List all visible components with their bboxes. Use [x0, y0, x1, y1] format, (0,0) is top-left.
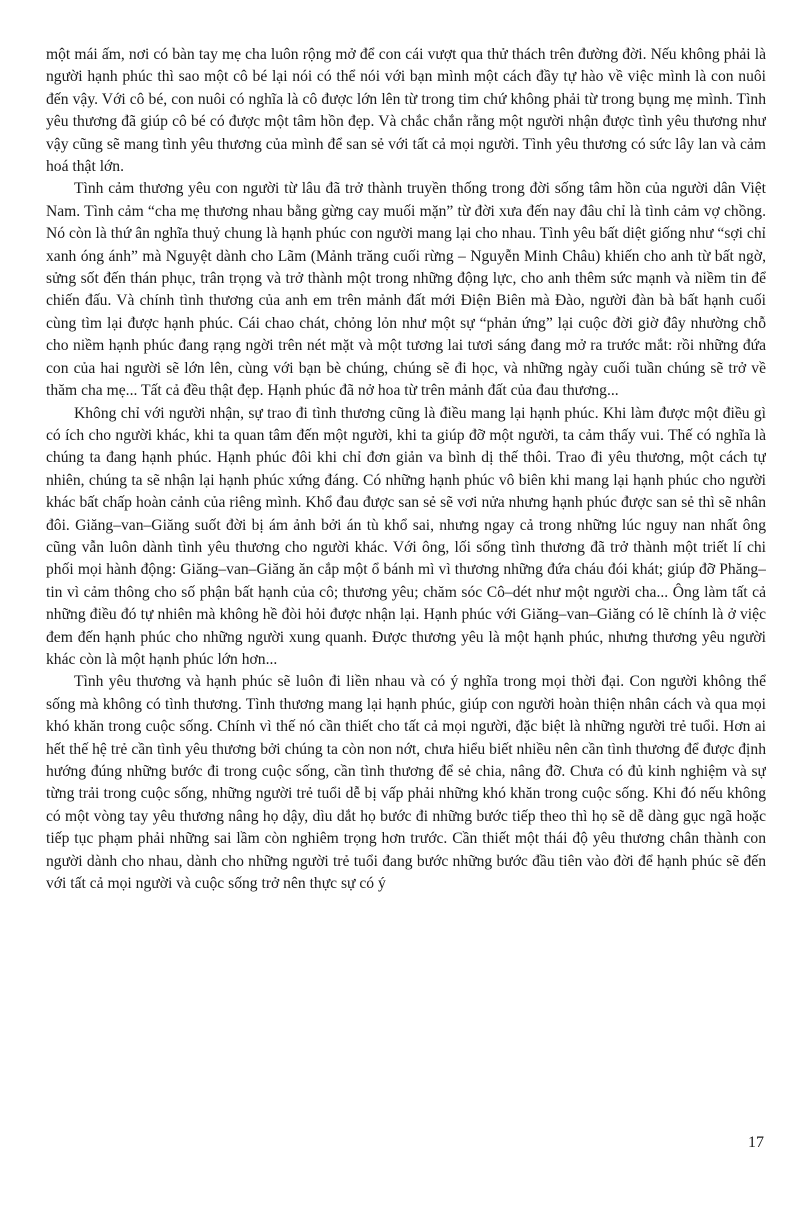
paragraph-3: Không chỉ với người nhận, sự trao đi tình thương cũng là điều mang lại hạnh phúc. Khi làm được một điều gì có ích cho người khác, khi ta quan tâm đến một người, khi ta giúp đỡ một người, ta cảm thấy vui. Thế có nghĩa là chúng ta đang hạnh phúc. Hạnh phúc đôi khi chỉ đơn giản va bình dị thế thôi. Trao đi yêu thương, một cách tự nhiên, chúng ta sẽ nhận lại hạnh phúc xứng đáng. Có những hạnh phúc vô biên khi mang lại hạnh phúc cho người khác bất chấp hoàn cảnh của riêng mình. Khổ đau được san sẻ sẽ vơi nửa nhưng hạnh phúc được san sẻ thì sẽ nhân đôi. Giăng–van–Giăng suốt đời bị ám ảnh bởi án tù khổ sai, nhưng ngay cả trong những lúc nguy nan nhất ông cũng vẫn luôn dành tình yêu thương cho người khác. Với ông, lối sống tình thương đã trở thành một triết lí chi phối mọi hành động: Giăng–van–Giăng ăn cắp một ổ bánh mì vì thương những đứa cháu đói khát; giúp đỡ Phăng–tin vì cảm thông cho số phận bất hạnh của cô; thương yêu; chăm sóc Cô–dét như một người cha... Ông làm tất cả những điều đó tự nhiên mà không hề đòi hỏi được nhận lại. Hạnh phúc với Giăng–van–Giăng có lẽ chính là ở việc đem đến hạnh phúc cho những người xung quanh. Được thương yêu là một hạnh phúc, nhưng thương yêu người khác còn là một hạnh phúc lớn hơn... — [46, 404, 766, 668]
paragraph-4: Tình yêu thương và hạnh phúc sẽ luôn đi liền nhau và có ý nghĩa trong mọi thời đại. Con người không thể sống mà không có tình thương. Tình thương mang lại hạnh phúc, giúp con người hoàn thiện nhân cách và qua mọi khó khăn trong cuộc sống. Chính vì thế nó cần thiết cho tất cả mọi người, đặc biệt là những người trẻ tuổi. Hơn ai hết thế hệ trẻ cần tình yêu thương bởi chúng ta còn non nớt, chưa hiểu biết nhiều nên cần tình thương để được định hướng đúng những bước đi trong cuộc sống, cần tình thương để sẻ chia, nâng đỡ. Chưa có đủ kinh nghiệm và sự từng trải trong cuộc sống, những người trẻ tuổi dễ bị vấp phải những khó khăn trong cuộc sống. Khi đó nếu không có một vòng tay yêu thương nâng họ dậy, dìu dắt họ bước đi những bước tiếp theo thì họ sẽ dễ dàng gục ngã hoặc tiếp tục phạm phải những sai lầm còn nghiêm trọng hơn trước. Cần thiết một thái độ yêu thương chân thành con người dành cho nhau, dành cho những người trẻ tuổi đang bước những bước đầu tiên vào đời để hạnh phúc sẽ đến với tất cả mọi người và cuộc sống trở nên thực sự có ý — [46, 673, 766, 893]
page-body — [46, 44, 766, 1174]
paragraph-2: Tình cảm thương yêu con người từ lâu đã trở thành truyền thống trong đời sống tâm hồn của người dân Việt Nam. Tình cảm “cha mẹ thương nhau bằng gừng cay muối mặn” từ đời xưa đến nay đâu chỉ là tình cảm vợ chồng. Nó còn là thứ ân nghĩa thuỷ chung là hạnh phúc con người mang lại cho nhau. Tình yêu bất diệt giống như “sợi chỉ xanh óng ánh” mà Nguyệt dành cho Lãm (Mảnh trăng cuối rừng – Nguyễn Minh Châu) khiến cho anh từ bất ngờ, sửng sốt đến thán phục, trân trọng và trở thành một trong những động lực, cho anh thêm sức mạnh và niềm tin để chiến đấu. Và chính tình thương của anh em trên mảnh đất mới Điện Biên mà Đào, người đàn bà bất hạnh cuối cùng tìm lại được hạnh phúc. Cái chao chát, chỏng lỏn như một sự “phản ứng” lại cuộc đời giờ đây nhường chỗ cho niềm hạnh phúc đang rạng ngời trên nét mặt và một tương lai tươi sáng đang mở ra trước mắt: rồi những đứa con của hai người sẽ lớn lên, cùng với bạn bè chúng, chúng sẽ đi học, và những ngày cuối tuần chúng sẽ trở về thăm cha mẹ... Tất cả đều thật đẹp. Hạnh phúc đã nở hoa từ trên mảnh đất của đau thương... — [46, 180, 766, 400]
paragraph-1: một mái ấm, nơi có bàn tay mẹ cha luôn rộng mở để con cái vượt qua thử thách trên đường đời. Nếu không phải là người hạnh phúc thì sao một cô bé lại nói có thể nói với bạn mình một cách đầy tự hào về việc mình là con nuôi đến vậy. Với cô bé, con nuôi có nghĩa là cô được lớn lên từ trong tim chứ không phải từ trong bụng mẹ mình. Tình yêu thương đã giúp cô bé có được một tâm hồn đẹp. Và chắc chắn rằng một người nhận được tình yêu thương như vậy cũng sẽ mang tình yêu thương của mình để san sẻ với tất cả mọi người. Tình yêu thương có sức lây lan và cảm hoá thật lớn. — [46, 46, 766, 176]
page-number: 17 — [748, 1134, 764, 1151]
